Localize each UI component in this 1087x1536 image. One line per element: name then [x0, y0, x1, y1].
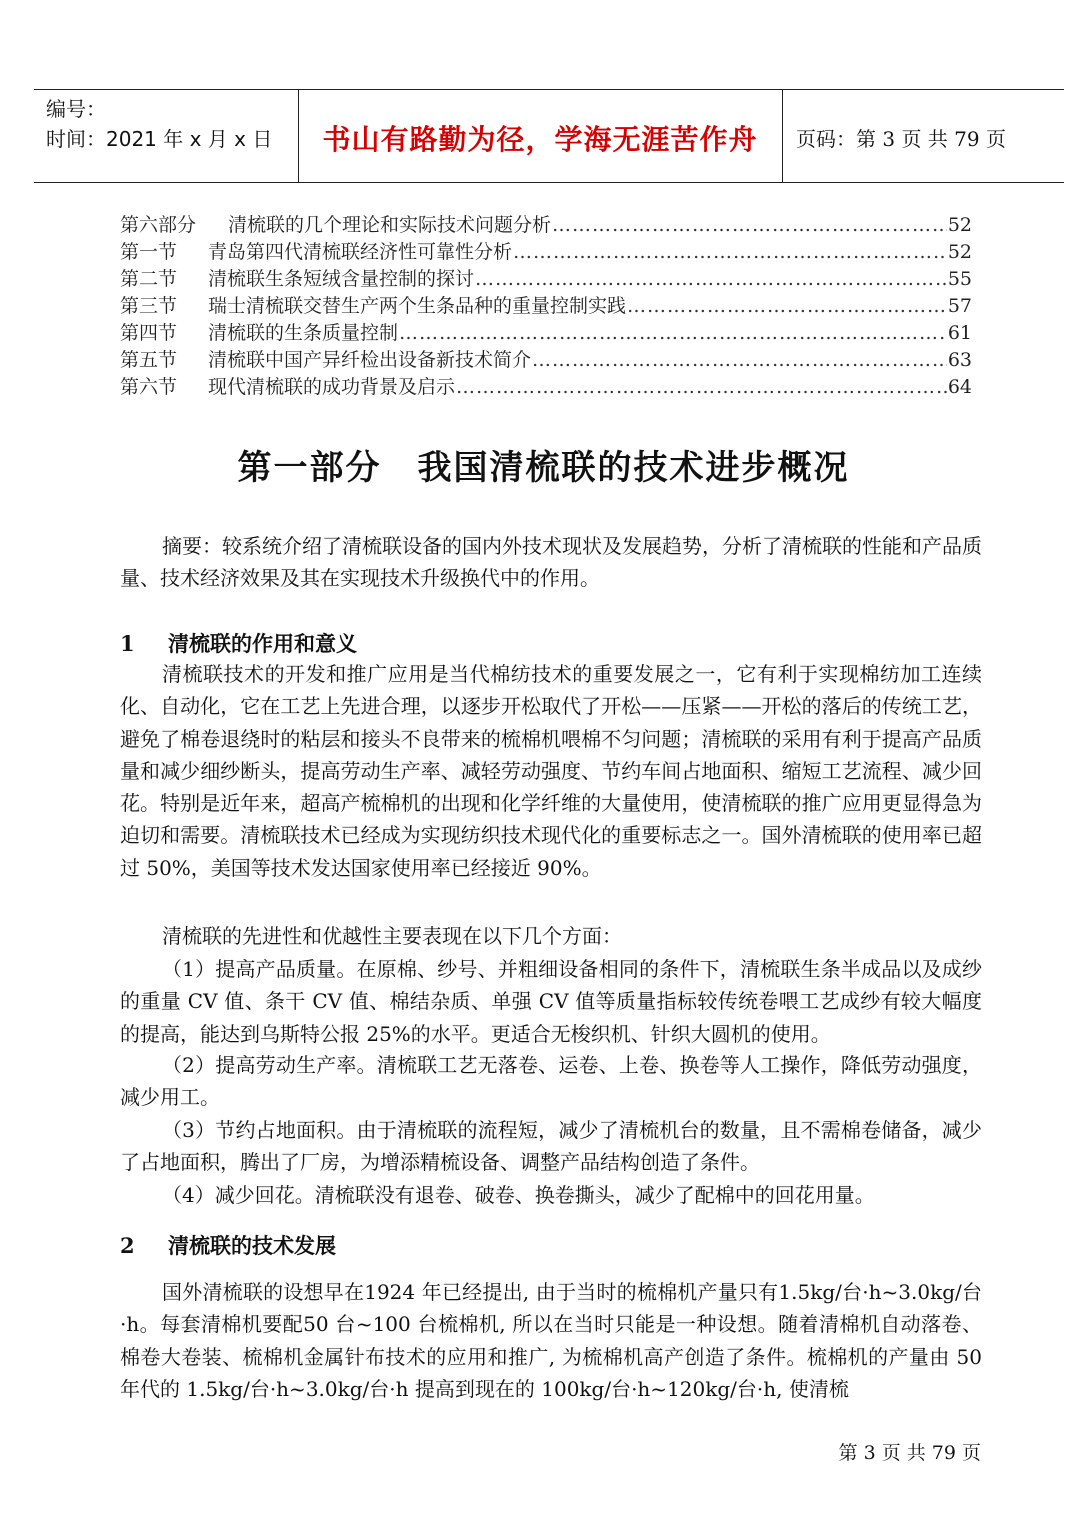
header-motto: 书山有路勤为径，学海无涯苦作舟 [322, 123, 758, 156]
toc-page: 63 [947, 349, 972, 371]
toc-page: 52 [947, 214, 972, 236]
header-page-indicator: 页码：第 3 页 共 79 页 [796, 127, 1006, 151]
table-of-contents [120, 210, 972, 399]
abstract-paragraph: 摘要：较系统介绍了清梳联设备的国内外技术现状及发展趋势，分析了清梳联的性能和产品质量、技术经济效果及其在实现技术升级换代中的作用。 [120, 534, 982, 591]
toc-section: 第二节 [120, 268, 178, 290]
body-paragraph: （1）提高产品质量。在原棉、纱号、并粗细设备相同的条件下，清梳联生条半成品以及成纱的重量 CV 值、条干 CV 值、棉结杂质、单强 CV 值等质量指标较传统卷喂工艺成纱有较大幅度的提高，能达到乌斯特公报 25%的水平。更适合无梭织机、针织大圆机的使用。 [120, 957, 982, 1046]
toc-entry[interactable] [120, 210, 972, 237]
toc-section: 第五节 [120, 349, 178, 371]
page-footer: 第 3 页 共 79 页 [838, 1442, 981, 1464]
section-title: 清梳联的技术发展 [168, 1234, 336, 1258]
section-title: 清梳联的作用和意义 [168, 632, 357, 656]
toc-entry[interactable] [120, 237, 972, 264]
toc-page: 61 [947, 322, 972, 344]
toc-title: 瑞士清梳联交替生产两个生条品种的重量控制实践 [208, 295, 627, 317]
toc-page: 52 [947, 241, 972, 263]
toc-leader [552, 214, 947, 236]
toc-entry[interactable] [120, 291, 972, 318]
body-paragraph: 清梳联技术的开发和推广应用是当代棉纺技术的重要发展之一，它有利于实现棉纺加工连续化、自动化，它在工艺上先进合理，以逐步开松取代了开松——压紧——开松的落后的传统工艺，避免了棉卷退绕时的粘层和接头不良带来的梳棉机喂棉不匀问题；清梳联的采用有利于提高产品质量和减少细纱断头，提高劳动生产率、减轻劳动强度、节约车间占地面积、缩短工艺流程、减少回花。特别是近年来，超高产梳棉机的出现和化学纤维的大量使用，使清梳联的推广应用更显得急为迫切和需要。清梳联技术已经成为实现纺织技术现代化的重要标志之一。国外清梳联的使用率已超过 50%，美国等技术发达国家使用率已经接近 90%。 [120, 662, 982, 880]
toc-page: 57 [947, 295, 972, 317]
header-divider [782, 90, 783, 182]
toc-title: 清梳联的生条质量控制 [208, 322, 399, 344]
section-1-heading [120, 628, 357, 658]
toc-entry[interactable] [120, 318, 972, 345]
toc-leader [475, 268, 947, 290]
toc-title: 现代清梳联的成功背景及启示 [208, 376, 456, 398]
body-paragraph: （2）提高劳动生产率。清梳联工艺无落卷、运卷、上卷、换卷等人工操作，降低劳动强度，减少用工。 [120, 1053, 982, 1110]
toc-page: 55 [947, 268, 972, 290]
section-number: 2 [120, 1233, 135, 1258]
body-paragraph: （3）节约占地面积。由于清梳联的流程短，减少了清梳机台的数量，且不需棉卷储备，减少了占地面积，腾出了厂房，为增添精梳设备、调整产品结构创造了条件。 [120, 1118, 982, 1175]
toc-title: 清梳联中国产异纤检出设备新技术简介 [208, 349, 532, 371]
toc-entry[interactable] [120, 345, 972, 372]
toc-entry[interactable] [120, 264, 972, 291]
toc-leader [399, 322, 947, 344]
toc-section: 第三节 [120, 295, 178, 317]
toc-title: 清梳联生条短绒含量控制的探讨 [208, 268, 475, 290]
toc-section: 第六节 [120, 376, 178, 398]
body-paragraph: 国外清梳联的设想早在1924 年已经提出, 由于当时的梳棉机产量只有1.5kg/台·h~3.0kg/台·h。每套清棉机要配50 台~100 台梳棉机, 所以在当时只能是一种设想。随着清棉机自动落卷、棉卷大卷装、梳棉机金属针布技术的应用和推广, 为梳棉机高产创造了条件。梳棉机的产量由 50 年代的 1.5kg/台·h~3.0kg/台·h 提高到现在的 100kg/台·h~120kg/台·h, 使清梳 [120, 1280, 982, 1401]
part-title: 第一部分 我国清梳联的技术进步概况 [237, 448, 850, 488]
toc-section: 第六部分 [120, 214, 197, 236]
toc-leader [456, 376, 947, 398]
toc-leader [627, 295, 947, 317]
document-time-label: 时间：2021 年 x 月 x 日 [46, 127, 273, 151]
toc-section: 第一节 [120, 241, 178, 263]
body-paragraph: （4）减少回花。清梳联没有退卷、破卷、换卷撕头，减少了配棉中的回花用量。 [162, 1183, 875, 1207]
section-number: 1 [120, 631, 135, 656]
section-2-heading [120, 1230, 336, 1260]
toc-title: 青岛第四代清梳联经济性可靠性分析 [208, 241, 513, 263]
toc-title: 清梳联的几个理论和实际技术问题分析 [228, 214, 552, 236]
page-header [34, 89, 1064, 183]
toc-leader [513, 241, 947, 263]
document-number-label: 编号： [46, 97, 106, 121]
body-paragraph: 清梳联的先进性和优越性主要表现在以下几个方面： [162, 924, 622, 948]
toc-page: 64 [947, 376, 972, 398]
toc-leader [532, 349, 947, 371]
toc-entry[interactable] [120, 372, 972, 399]
header-meta [46, 94, 272, 154]
toc-section: 第四节 [120, 322, 178, 344]
